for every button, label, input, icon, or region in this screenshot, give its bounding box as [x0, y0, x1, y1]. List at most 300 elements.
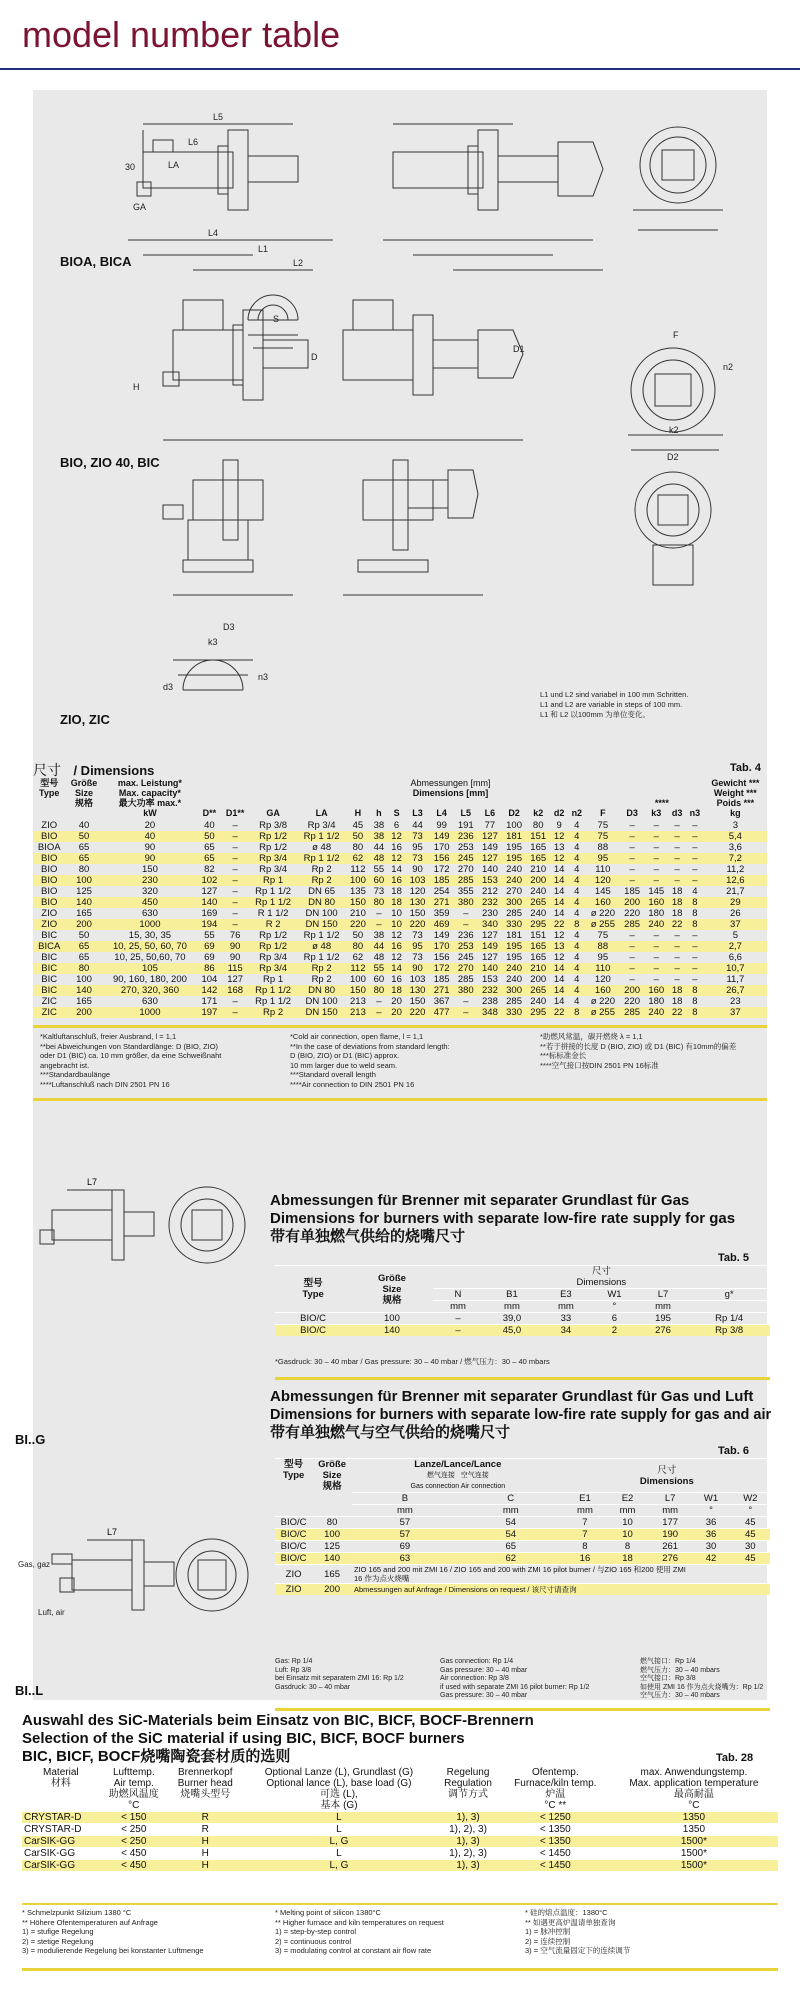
- table-cell: –: [221, 875, 248, 886]
- table-cell: DN 100: [305, 908, 338, 919]
- column-unit: °: [591, 1301, 638, 1313]
- table-row: [33, 963, 767, 974]
- header-rule: [0, 68, 800, 70]
- table-row: [22, 1824, 778, 1836]
- table-cell: 12: [391, 930, 402, 941]
- table-cell: 195: [506, 952, 522, 963]
- table-cell: ZIO: [41, 908, 58, 919]
- table-cell: –: [629, 864, 635, 875]
- table4-bottom-rule: [33, 1098, 767, 1101]
- table-cell: –: [653, 974, 659, 985]
- table-cell: 469: [430, 919, 454, 930]
- table-cell: DN 150: [297, 919, 346, 930]
- table-cell: 76: [229, 930, 241, 941]
- table-cell: –: [674, 952, 680, 963]
- dimension-labels: [125, 112, 733, 692]
- table-cell: –: [668, 875, 686, 886]
- table-cell: –: [653, 842, 659, 853]
- table-cell: –: [454, 919, 478, 930]
- table-row: [33, 952, 767, 963]
- table-cell: 48: [373, 952, 385, 963]
- table4-notes-de: *Kaltluftanschluß, freier Ausbrand, l = 1,1 **bei Abweichungen von Standardlänge: D (BIO, ZIO) oder D1 (BIC) ca. 10 mm größer, da eine Schweißnaht angebracht ist. ***Standardbaulänge ****Luftanschluß nach DIN 2501 PN 16: [40, 1032, 222, 1089]
- table-cell: BIO/C: [275, 1553, 312, 1565]
- table-cell: 4: [568, 963, 586, 974]
- table-cell: 160: [586, 897, 620, 908]
- table-cell: 200: [530, 974, 547, 985]
- table-cell: 45: [731, 1553, 770, 1565]
- column-header: d2: [553, 808, 565, 818]
- table-cell: 220: [624, 908, 641, 919]
- table-cell: 165: [526, 853, 550, 864]
- table-cell: 8: [686, 919, 704, 930]
- table-cell: –: [686, 853, 704, 864]
- table-cell: 18: [668, 897, 686, 908]
- table-cell: BIO: [33, 897, 65, 908]
- table-cell: 4: [568, 985, 586, 996]
- table-cell: 270, 320, 360: [103, 985, 198, 996]
- table-cell: 285: [454, 875, 478, 886]
- table-cell: BIO: [41, 886, 58, 897]
- table-cell: 140: [482, 864, 498, 875]
- table-cell: 1350: [610, 1824, 778, 1836]
- table-cell: 165: [530, 842, 547, 853]
- column-header: D1**: [225, 808, 245, 818]
- table-cell: –: [232, 820, 238, 831]
- table-cell: 50: [346, 831, 370, 842]
- table-cell: 127: [482, 930, 498, 941]
- table-cell: 127: [478, 831, 502, 842]
- table-cell: 127: [478, 853, 502, 864]
- table-cell: 12: [550, 831, 568, 842]
- header-line: Air temp.: [113, 1778, 154, 1789]
- table-cell: < 250: [100, 1836, 168, 1848]
- table-cell: 100: [76, 974, 92, 985]
- header-line: Max. application temperature: [629, 1778, 759, 1789]
- table-cell: 10: [606, 1517, 649, 1529]
- table-cell: 4: [574, 952, 580, 963]
- column-header: [243, 1767, 436, 1812]
- table-cell: –: [686, 875, 704, 886]
- table-cell: –: [692, 864, 698, 875]
- table-cell: 149: [433, 930, 450, 941]
- table-cell: 69: [197, 941, 221, 952]
- table-cell: 44: [370, 941, 388, 952]
- header-line: °C: [128, 1800, 140, 1811]
- table-cell: 14: [550, 875, 568, 886]
- table-cell: 18: [668, 985, 686, 996]
- table-cell: 185: [430, 875, 454, 886]
- table-cell: –: [686, 963, 704, 974]
- table-cell: –: [692, 842, 698, 853]
- column-unit: mm: [541, 1301, 592, 1313]
- svg-text:L4: L4: [208, 228, 219, 238]
- table-cell: 7: [564, 1517, 607, 1529]
- table-cell: 270: [457, 864, 474, 875]
- column-header: LA: [315, 808, 328, 818]
- page-title: model number table: [22, 14, 341, 55]
- table-cell: 181: [506, 930, 522, 941]
- table-cell: 16: [391, 842, 402, 853]
- table-cell: –: [668, 963, 686, 974]
- table-cell: < 450: [100, 1860, 168, 1872]
- column-header: N: [433, 1289, 484, 1301]
- table-cell: 95: [597, 952, 609, 963]
- table-cell: 80: [346, 941, 370, 952]
- table-cell: –: [463, 996, 469, 1007]
- table-cell: Rp 1: [263, 974, 284, 985]
- table-cell: < 250: [100, 1824, 168, 1836]
- svg-text:k2: k2: [669, 425, 679, 435]
- table-cell: 54: [458, 1529, 564, 1541]
- table-cell: –: [370, 1007, 388, 1018]
- table-cell: 4: [574, 974, 580, 985]
- table-cell: 90: [103, 853, 198, 864]
- table-cell: –: [221, 897, 248, 908]
- table6-tab-number: Tab. 6: [718, 1445, 749, 1457]
- table-cell: 38: [373, 820, 385, 831]
- table-cell: 22: [668, 1007, 686, 1018]
- table-cell: < 1450: [501, 1860, 610, 1872]
- table-cell: 285: [506, 996, 522, 1007]
- table-cell: 4: [568, 853, 586, 864]
- table-cell: 185: [624, 886, 641, 897]
- table-cell: 150: [346, 985, 370, 996]
- table-cell: Rp 1 1/2: [297, 853, 346, 864]
- header-line: 材料: [50, 1778, 71, 1789]
- table-cell: 21,7: [726, 886, 745, 897]
- table-cell: 177: [649, 1517, 692, 1529]
- table-cell: 12: [391, 952, 402, 963]
- header-line: 炉温: [545, 1789, 566, 1800]
- table6: 型号 Type Größe Size 规格 Lanze/Lance/Lance 燃气连接 空气连接 Gas connection Air connection 尺寸 Dimensions B C E1 E2 L7 W1 W2 mm mm mm mm mm ° ° BIO/C 80 57 54 7 10 177 36 45 BIO/C 100 57 54 7 10 190 36 45 BIO/C 125 69 65 8 8 261 30 30 BIO/C 140 63 62 16 18 276 42 45 ZIO 165 ZIO 165 and 200 mit ZMI 16 / ZIO 165 and 200 with ZMI 16 pilot burner / 与ZIO 165 和200 使用 ZMI 16 作为点火烧嘴 ZIO 200 Abmessungen auf Anfrage / Dimensions on request / 该尺寸请查询: [275, 1458, 770, 1595]
- table-cell: 140: [478, 963, 502, 974]
- table-cell: 11,7: [726, 974, 745, 985]
- table-cell: 10: [606, 1529, 649, 1541]
- header-line: °C: [688, 1800, 700, 1811]
- table-cell: –: [620, 963, 644, 974]
- table-cell: 14: [550, 897, 568, 908]
- table-cell: 63: [352, 1553, 458, 1565]
- table-cell: 160: [586, 985, 620, 996]
- table-row: [33, 820, 767, 831]
- table5-title: Abmessungen für Brenner mit separater Grundlast für Gas Dimensions for burners with separate low-fire rate supply for gas 带有单独燃气供给的烧嘴尺寸: [270, 1192, 736, 1245]
- header-line: 调节方式: [448, 1789, 489, 1800]
- table-cell: 90: [412, 864, 423, 875]
- table-cell: 240: [644, 1007, 668, 1018]
- table-cell: < 1450: [501, 1848, 610, 1860]
- table-cell: 44: [412, 820, 423, 831]
- table-cell: –: [644, 831, 668, 842]
- table-cell: CarSIK-GG: [22, 1860, 100, 1872]
- table-cell: 20: [391, 996, 402, 1007]
- table-cell: –: [686, 941, 704, 952]
- table-cell: 380: [454, 985, 478, 996]
- table-cell: 135: [350, 886, 366, 897]
- table-cell: 12: [388, 831, 406, 842]
- technical-drawing: [33, 90, 767, 780]
- table-cell: 367: [433, 996, 450, 1007]
- table-cell: 65: [78, 952, 90, 963]
- table-cell: 330: [502, 919, 526, 930]
- table-cell: Rp 1 1/2: [249, 897, 298, 908]
- table-cell: –: [620, 853, 644, 864]
- table-cell: 100: [350, 974, 366, 985]
- table-cell: 1), 2), 3): [435, 1848, 501, 1860]
- header-line: max. Anwendungstemp.: [640, 1767, 748, 1778]
- table-cell: 12,6: [704, 875, 767, 886]
- table-cell: –: [629, 952, 635, 963]
- table-cell: 156: [430, 853, 454, 864]
- table-cell: 3: [732, 820, 738, 831]
- label-zio: ZIO, ZIC: [60, 712, 110, 727]
- table-cell: 270: [454, 963, 478, 974]
- table-cell: –: [674, 974, 680, 985]
- table4-notes-zh: *助燃风常温，碳开燃烧 λ = 1,1 **若于拼接的长度 D (BIO, ZIO) 或 D1 (BIC) 有10mm的偏差 ***标标准金长 ****空气接口按DIN 2501 PN 16标准: [540, 1032, 737, 1070]
- table-row: [33, 930, 767, 941]
- table-cell: 54: [458, 1517, 564, 1529]
- table-cell: 7,2: [704, 853, 767, 864]
- table-cell: –: [653, 820, 659, 831]
- table-cell: 320: [142, 886, 158, 897]
- table-cell: 285: [620, 919, 644, 930]
- table-cell: 62: [352, 952, 364, 963]
- table-cell: 16: [564, 1553, 607, 1565]
- table-cell: 34: [541, 1325, 592, 1337]
- table-cell: 88: [597, 842, 609, 853]
- table-cell: 156: [433, 952, 450, 963]
- table-cell: 240: [530, 886, 547, 897]
- table5: 型号 Type Größe Size 规格 尺寸 Dimensions N B1 E3 W1 L7 g* mm mm mm ° mm BIO/C 100 – 39,0 33 6 195 Rp 1/4 BIO/C 140 – 45,0 34 2 276 Rp 3/8: [275, 1265, 770, 1336]
- table-row: [275, 1517, 770, 1529]
- column-header: L3: [412, 808, 423, 818]
- label-bi-l: BI..L: [15, 1683, 44, 1698]
- table-cell: 1), 3): [435, 1860, 501, 1872]
- table-cell: 40: [78, 820, 90, 831]
- table-cell: 18: [391, 886, 402, 897]
- table28-notes-en: * Melting point of silicon 1380°C ** Higher furnace and kiln temperatures on request 1) = step-by-step control 2) = continuous control 3) = modulating control at constant air flow rate: [275, 1908, 444, 1955]
- header-line: Regulation: [444, 1778, 492, 1789]
- table5-rule: [275, 1377, 770, 1380]
- table-cell: 149: [482, 842, 498, 853]
- table-cell: 125: [76, 886, 92, 897]
- table-cell: BIO/C: [275, 1517, 312, 1529]
- table-cell: 630: [142, 908, 158, 919]
- table-row: [33, 908, 767, 919]
- table-row: [22, 1812, 778, 1824]
- table-cell: Rp 3/4: [249, 853, 298, 864]
- table-cell: Rp 3/4: [259, 864, 288, 875]
- table-cell: 220: [624, 996, 641, 1007]
- table-cell: 18: [388, 985, 406, 996]
- table-row: [33, 886, 767, 897]
- table-cell: BIO/C: [275, 1313, 351, 1325]
- table-row: [33, 831, 767, 842]
- table-cell: 4: [574, 930, 580, 941]
- table-cell: 120: [594, 974, 611, 985]
- table-cell: 200: [65, 1007, 102, 1018]
- table-cell: ø 255: [586, 1007, 620, 1018]
- table-cell: BIC: [41, 952, 58, 963]
- table6-notes-de: Gas: Rp 1/4 Luft: Rp 3/8 bei Einsatz mit separatem ZMI 16: Rp 1/2 Gasdruck: 30 – 40 mbar: [275, 1658, 404, 1691]
- table-cell: Rp 2: [249, 1007, 298, 1018]
- table-cell: 14: [553, 908, 565, 919]
- table-cell: Rp 1/2: [259, 842, 288, 853]
- table-cell: Rp 1: [249, 875, 298, 886]
- table-cell: 295: [526, 919, 550, 930]
- table-cell: 4: [568, 831, 586, 842]
- table-cell: 22: [668, 919, 686, 930]
- column-header: L6: [484, 808, 496, 818]
- table-cell: 120: [586, 875, 620, 886]
- table-cell: –: [463, 908, 469, 919]
- table-cell: 18: [671, 908, 683, 919]
- table-row: [33, 985, 767, 996]
- table-cell: 180: [648, 908, 665, 919]
- table-cell: 3,6: [728, 842, 742, 853]
- table-cell: 380: [454, 897, 478, 908]
- table-cell: 42: [691, 1553, 730, 1565]
- table-cell: DN 65: [308, 886, 336, 897]
- burner-body-shape: [143, 152, 233, 188]
- table-cell: 82: [204, 864, 215, 875]
- table-row: [275, 1325, 770, 1337]
- table-cell: 150: [409, 996, 426, 1007]
- column-header: B1: [483, 1289, 540, 1301]
- table-cell: 33: [541, 1313, 592, 1325]
- table-cell: 127: [482, 952, 498, 963]
- table-cell: L: [243, 1824, 436, 1836]
- table-cell: 14: [550, 963, 568, 974]
- column-header: S: [393, 808, 400, 818]
- table-cell: 4: [574, 886, 580, 897]
- table-cell: Rp 1/2: [259, 930, 288, 941]
- table-cell: 75: [597, 930, 609, 941]
- table-cell: 57: [352, 1529, 458, 1541]
- table-row: [33, 842, 767, 853]
- table-cell: 10: [391, 908, 402, 919]
- table-cell: 1350: [610, 1812, 778, 1824]
- table-cell: –: [376, 996, 382, 1007]
- table-cell: 165: [526, 941, 550, 952]
- table-cell: 12: [553, 952, 565, 963]
- table-cell: 285: [620, 1007, 644, 1018]
- table-row: [33, 875, 767, 886]
- table-cell: 240: [502, 963, 526, 974]
- table-cell: DN 80: [297, 897, 346, 908]
- table-row: [275, 1541, 770, 1553]
- table-cell: 213: [350, 996, 366, 1007]
- table-cell: 48: [370, 853, 388, 864]
- column-header: [501, 1767, 610, 1812]
- table-row: [275, 1529, 770, 1541]
- table-cell: 105: [103, 963, 198, 974]
- table-cell: 12: [550, 853, 568, 864]
- table-cell: 14: [553, 974, 565, 985]
- table-cell: BIOA: [37, 842, 61, 853]
- table-cell: 200: [620, 985, 644, 996]
- table-cell: 125: [312, 1541, 352, 1553]
- table-cell: 130: [405, 985, 429, 996]
- table-cell: 245: [457, 952, 474, 963]
- table-cell: 172: [433, 864, 450, 875]
- header-line: 基本 (G): [320, 1800, 358, 1811]
- table-cell: 8: [568, 919, 586, 930]
- table-cell: Rp 1 1/2: [303, 952, 340, 963]
- table-cell: –: [454, 1007, 478, 1018]
- column-header: D2: [508, 808, 520, 818]
- table-cell: 100: [506, 820, 522, 831]
- table-cell: –: [668, 941, 686, 952]
- column-header: C: [458, 1493, 564, 1505]
- table-cell: ø 255: [586, 919, 620, 930]
- label-bi-g: BI..G: [15, 1432, 46, 1447]
- table-cell: R 2: [249, 919, 298, 930]
- table-row: [33, 996, 767, 1007]
- table28-notes-de: * Schmelzpunkt Silizium 1380 °C ** Höhere Ofentemperaturen auf Anfrage 1) = stufige Regelung 2) = stetige Regelung 3) = modulierende Regelung bei konstanter Luftmenge: [22, 1908, 204, 1955]
- table-cell: –: [674, 864, 680, 875]
- table-cell: 181: [502, 831, 526, 842]
- table-cell: 69: [352, 1541, 458, 1553]
- table-cell: 285: [506, 908, 522, 919]
- table-cell: < 1350: [501, 1824, 610, 1836]
- table-cell: 99: [436, 820, 447, 831]
- header-line: Ofentemp.: [531, 1767, 579, 1778]
- table-cell: 185: [433, 974, 450, 985]
- table-cell: 171: [201, 996, 218, 1007]
- table-cell: 50: [197, 831, 221, 842]
- table-cell: Rp 2: [311, 864, 332, 875]
- svg-text:GA: GA: [133, 202, 147, 212]
- table-cell: –: [653, 952, 659, 963]
- table-cell: 8: [606, 1541, 649, 1553]
- table-cell: –: [674, 820, 680, 831]
- column-header: E2: [606, 1493, 649, 1505]
- table-cell: –: [692, 974, 698, 985]
- bi-g-drawing: [12, 1150, 252, 1300]
- table-cell: 220: [405, 919, 429, 930]
- table-cell: –: [644, 853, 668, 864]
- table-cell: –: [644, 963, 668, 974]
- table5-note: *Gasdruck: 30 – 40 mbar / Gas pressure: 30 – 40 mbar / 燃气压力：30 – 40 mbars: [275, 1357, 550, 1366]
- column-header: n3: [689, 808, 701, 818]
- table6-notes-en: Gas connection: Rp 1/4 Gas pressure: 30 – 40 mbar Air connection: Rp 3/8 if used with separate ZMI 16 pilot burner: Rp 1/2 Gas pressure: 30 – 40 mbar: [440, 1658, 590, 1699]
- table-cell: ø 48: [312, 842, 332, 853]
- table-cell: 65: [458, 1541, 564, 1553]
- table-cell: < 450: [100, 1848, 168, 1860]
- column-header: [168, 1767, 243, 1812]
- page-header: [0, 0, 800, 74]
- table-cell: L, G: [243, 1860, 436, 1872]
- table-cell: 200: [65, 919, 102, 930]
- svg-text:d3: d3: [163, 682, 174, 692]
- table-cell: 149: [430, 831, 454, 842]
- column-unit: [688, 1301, 770, 1313]
- table-cell: –: [668, 853, 686, 864]
- table-cell: 153: [478, 875, 502, 886]
- table-cell: ZIO: [41, 820, 58, 831]
- table4-rule: [33, 1025, 767, 1028]
- table-cell: 8: [692, 996, 698, 1007]
- table-cell: –: [692, 820, 698, 831]
- table-cell: 10, 25, 50, 60, 70: [103, 941, 198, 952]
- table-cell: 5: [732, 930, 738, 941]
- table-cell: 4: [568, 897, 586, 908]
- table-cell: 55: [370, 963, 388, 974]
- table-cell: 100: [346, 875, 370, 886]
- svg-text:n2: n2: [723, 362, 734, 372]
- table-cell: 450: [103, 897, 198, 908]
- table-cell: 130: [405, 897, 429, 908]
